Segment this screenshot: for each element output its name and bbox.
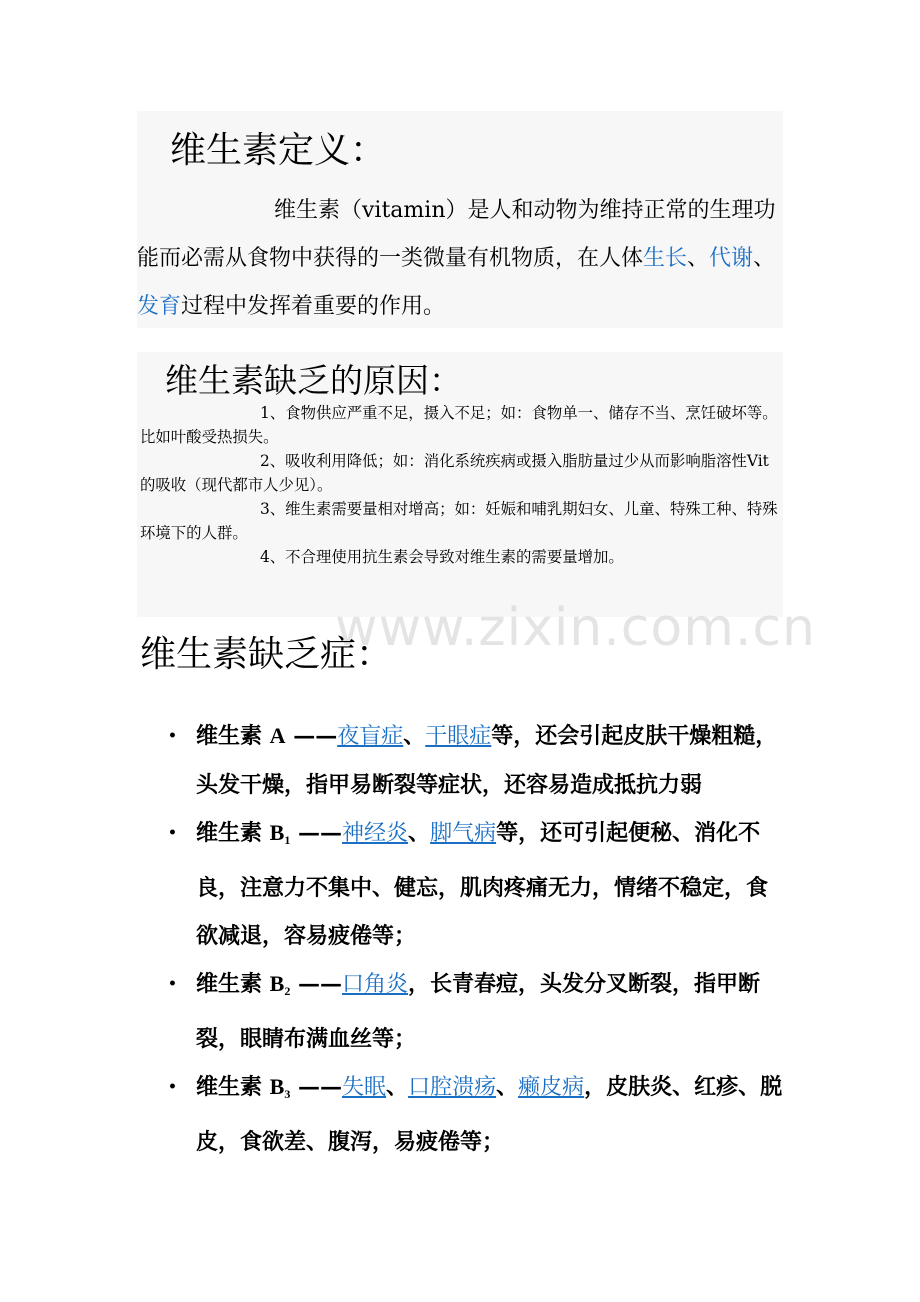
vitamin-prefix: 维生素 — [196, 723, 270, 749]
cause-item — [140, 546, 781, 570]
symptom-link[interactable]: 脚气病 — [430, 821, 497, 846]
dash: —— — [285, 723, 338, 749]
vitamin-prefix: 维生素 — [196, 820, 270, 846]
symptom-link[interactable]: 失眠 — [342, 1075, 387, 1100]
symptom-link[interactable]: 口腔溃疡 — [408, 1075, 497, 1100]
deficiency-list — [0, 712, 800, 1166]
definition-text: 维生素（vitamin）是人和动物为维持正常的生理功能而必需从食物中获得的一类微量有机物质，在人体 — [137, 198, 776, 271]
separator: 、 — [753, 246, 776, 271]
vitamin-subscript: 3 — [284, 1087, 291, 1101]
bullet-icon: • — [168, 976, 177, 992]
watermark: www.zixin.com.cn — [335, 598, 816, 658]
definition-paragraph — [137, 187, 783, 331]
vitamin-subscript: 1 — [284, 833, 291, 847]
vitamin-prefix: 维生素 — [196, 971, 270, 997]
bullet-icon: • — [168, 1079, 177, 1095]
separator: 、 — [496, 1074, 519, 1100]
symptom-description: ，长青春痘，头发分叉断裂，指甲断裂，眼睛布满血丝等； — [196, 971, 761, 1052]
definition-title: 维生素定义： — [170, 130, 387, 171]
bullet-icon: • — [168, 825, 177, 841]
deficiency-item — [0, 712, 786, 809]
cause-text: 3、维生素需要量相对增高；如：妊娠和哺乳期妇女、儿童、特殊工种、特殊环境下的人群。 — [140, 500, 778, 542]
symptom-description: ，皮肤炎、红疹、脱皮，食欲差、腹泻，易疲倦等； — [196, 1074, 783, 1155]
cause-item — [140, 402, 781, 449]
deficiency-item — [0, 1063, 786, 1166]
definition-text-end: 过程中发挥着重要的作用。 — [181, 294, 446, 319]
causes-section — [137, 352, 783, 617]
deficiency-item — [0, 809, 786, 960]
vitamin-prefix: 维生素 — [196, 1074, 270, 1100]
vitamin-name: B — [269, 1074, 285, 1099]
vitamin-subscript: 2 — [284, 984, 291, 998]
bullet-icon: • — [168, 728, 177, 744]
dash: —— — [290, 1074, 343, 1100]
separator: 、 — [687, 246, 710, 271]
vitamin-name: A — [269, 723, 286, 748]
link-growth[interactable]: 生长 — [643, 246, 688, 271]
cause-item — [140, 498, 781, 545]
symptom-link[interactable]: 神经炎 — [342, 821, 409, 846]
symptom-link[interactable]: 口角炎 — [342, 972, 409, 997]
symptom-link[interactable]: 夜盲症 — [337, 724, 404, 749]
link-metabolism[interactable]: 代谢 — [709, 246, 754, 271]
symptom-link[interactable]: 癞皮病 — [518, 1075, 585, 1100]
cause-text: 2、吸收利用降低；如：消化系统疾病或摄入脂肪量过少从而影响脂溶性Vit的吸收（现代都市人少见）。 — [140, 452, 769, 494]
separator: 、 — [408, 820, 431, 846]
symptom-description: 等，还可引起便秘、消化不良，注意力不集中、健忘，肌肉疼痛无力，情绪不稳定，食欲减退，容易疲倦等； — [196, 820, 769, 949]
vitamin-name: B — [269, 971, 285, 996]
symptom-description: 等，还会引起皮肤干燥粗糙，头发干燥，指甲易断裂等症状，还容易造成抵抗力弱 — [196, 723, 778, 798]
link-development[interactable]: 发育 — [137, 294, 182, 319]
cause-item — [140, 450, 781, 497]
vitamin-name: B — [269, 820, 285, 845]
dash: —— — [290, 820, 343, 846]
separator: 、 — [386, 1074, 409, 1100]
causes-title: 维生素缺乏的原因： — [165, 361, 462, 400]
deficiency-item — [0, 960, 786, 1063]
definition-section — [137, 111, 783, 328]
separator: 、 — [403, 723, 426, 749]
cause-text: 1、食物供应严重不足，摄入不足；如：食物单一、储存不当、烹饪破坏等。比如叶酸受热损失。 — [140, 404, 778, 446]
deficiency-title: 维生素缺乏症： — [140, 634, 393, 675]
symptom-link[interactable]: 干眼症 — [425, 724, 492, 749]
cause-text: 4、不合理使用抗生素会导致对维生素的需要量增加。 — [260, 548, 624, 566]
dash: —— — [290, 971, 343, 997]
